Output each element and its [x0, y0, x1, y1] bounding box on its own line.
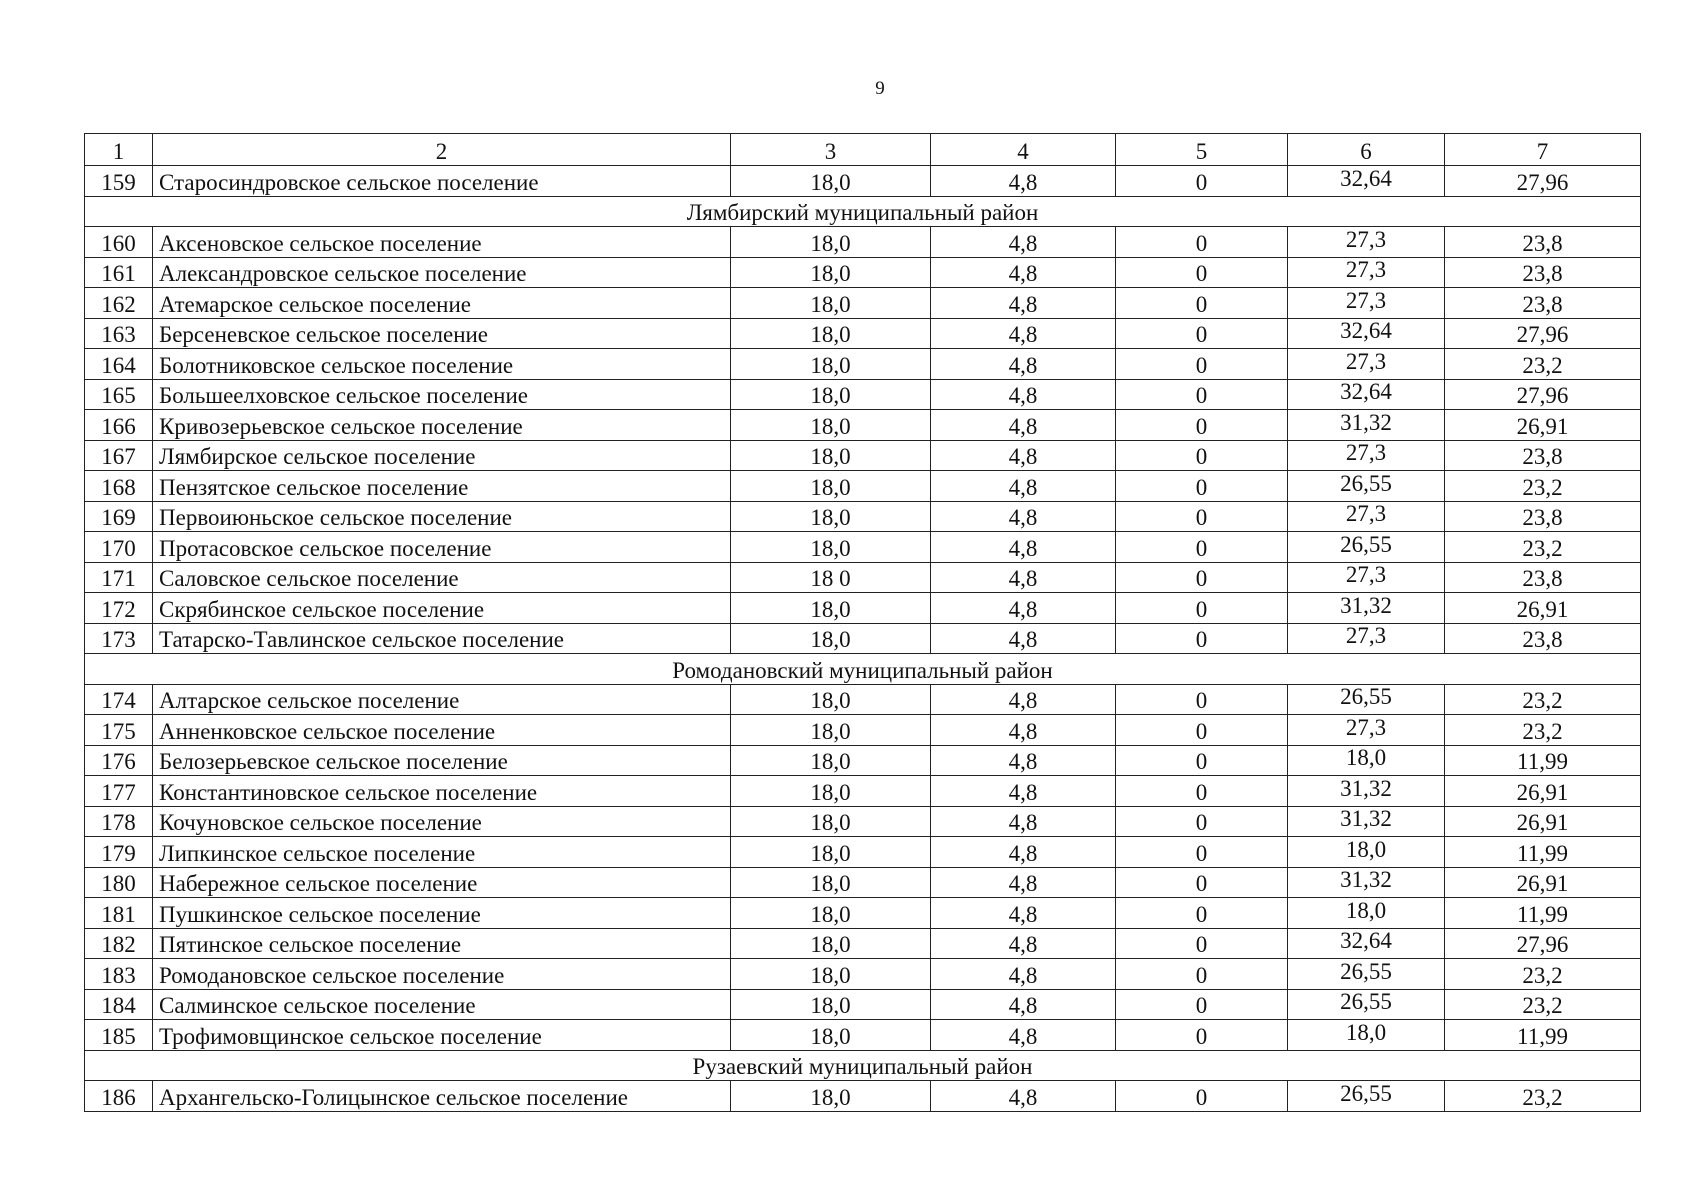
col4-value-cell: 4,8 — [931, 776, 1116, 807]
table-row — [85, 288, 1641, 319]
col4-value-cell: 4,8 — [931, 227, 1116, 258]
col6-value-cell — [1288, 288, 1445, 319]
settlement-name-cell: Большеелховское сельское поселение — [153, 379, 731, 410]
col5-value-cell: 0 — [1116, 227, 1288, 258]
col5-value-cell: 0 — [1116, 471, 1288, 502]
row-number-cell: 162 — [85, 288, 153, 319]
col7-value-cell: 23,8 — [1445, 501, 1641, 532]
district-header-row — [85, 1050, 1641, 1081]
col4-value-cell: 4,8 — [931, 989, 1116, 1020]
table-row — [85, 166, 1641, 197]
col6-value: 18,0 — [1345, 745, 1387, 770]
row-number-cell: 186 — [85, 1081, 153, 1112]
row-number-cell: 180 — [85, 867, 153, 898]
settlement-name-cell: Кривозерьевское сельское поселение — [153, 410, 731, 441]
settlement-name-cell: Аксеновское сельское поселение — [153, 227, 731, 258]
table-row — [85, 318, 1641, 349]
row-number-cell: 176 — [85, 745, 153, 776]
col6-value: 27,3 — [1345, 562, 1387, 587]
col4-value-cell: 4,8 — [931, 959, 1116, 990]
col7-value-cell: 27,96 — [1445, 928, 1641, 959]
row-number-cell: 159 — [85, 166, 153, 197]
col5-value-cell: 0 — [1116, 928, 1288, 959]
row-number-cell: 163 — [85, 318, 153, 349]
row-number-cell: 160 — [85, 227, 153, 258]
table-row — [85, 776, 1641, 807]
col6-value: 27,3 — [1345, 226, 1387, 252]
district-header-row — [85, 654, 1641, 685]
col7-value-cell: 23,8 — [1445, 623, 1641, 654]
col5-value-cell: 0 — [1116, 745, 1288, 776]
col7-value-cell: 27,96 — [1445, 166, 1641, 197]
row-number-cell: 169 — [85, 501, 153, 532]
col6-value: 31,32 — [1340, 775, 1392, 801]
table-row — [85, 593, 1641, 624]
table-row — [85, 1081, 1641, 1112]
district-header-row — [85, 196, 1641, 227]
col3-value-cell: 18,0 — [731, 837, 931, 868]
col6-value: 27,3 — [1345, 287, 1387, 313]
col3-value-cell: 18,0 — [731, 532, 931, 563]
header-cell-3: 3 — [731, 134, 931, 166]
col6-value-cell — [1288, 166, 1445, 197]
col7-value-cell: 23,2 — [1445, 471, 1641, 502]
row-number-cell: 178 — [85, 806, 153, 837]
col6-value-cell — [1288, 623, 1445, 654]
table-header-row — [85, 134, 1641, 166]
header-cell-5: 5 — [1116, 134, 1288, 166]
col5-value-cell: 0 — [1116, 379, 1288, 410]
col5-value-cell: 0 — [1116, 501, 1288, 532]
col6-value: 31,32 — [1340, 409, 1392, 435]
col6-value-cell — [1288, 898, 1445, 929]
col6-value-cell — [1288, 532, 1445, 563]
row-number-cell: 175 — [85, 715, 153, 746]
row-number-cell: 182 — [85, 928, 153, 959]
col3-value-cell: 18,0 — [731, 898, 931, 929]
table-row — [85, 928, 1641, 959]
col6-value-cell — [1288, 684, 1445, 715]
col7-value-cell: 23,2 — [1445, 349, 1641, 380]
col5-value-cell: 0 — [1116, 867, 1288, 898]
col3-value-cell: 18,0 — [731, 715, 931, 746]
col7-value-cell: 23,2 — [1445, 989, 1641, 1020]
col4-value-cell: 4,8 — [931, 593, 1116, 624]
settlement-name-cell: Белозерьевское сельское поселение — [153, 745, 731, 776]
settlement-name-cell: Татарско-Тавлинское сельское поселение — [153, 623, 731, 654]
data-table — [84, 133, 1641, 1112]
col6-value: 26,55 — [1340, 684, 1392, 709]
header-cell-7: 7 — [1445, 134, 1641, 166]
settlement-name-cell: Кочуновское сельское поселение — [153, 806, 731, 837]
col6-value: 31,32 — [1340, 867, 1392, 892]
settlement-name-cell: Саловское сельское поселение — [153, 562, 731, 593]
table-row — [85, 562, 1641, 593]
col7-value-cell: 23,2 — [1445, 684, 1641, 715]
col4-value-cell: 4,8 — [931, 1081, 1116, 1112]
col6-value-cell — [1288, 867, 1445, 898]
table-row — [85, 715, 1641, 746]
col7-value-cell: 23,8 — [1445, 257, 1641, 288]
col5-value-cell: 0 — [1116, 806, 1288, 837]
settlement-name-cell: Старосиндровское сельское поселение — [153, 166, 731, 197]
col6-value-cell — [1288, 806, 1445, 837]
table-row — [85, 227, 1641, 258]
col6-value-cell — [1288, 501, 1445, 532]
col6-value: 27,3 — [1345, 257, 1387, 282]
col3-value-cell: 18,0 — [731, 745, 931, 776]
col5-value-cell: 0 — [1116, 1081, 1288, 1112]
row-number-cell: 164 — [85, 349, 153, 380]
row-number-cell: 177 — [85, 776, 153, 807]
col5-value-cell: 0 — [1116, 623, 1288, 654]
col3-value-cell: 18,0 — [731, 989, 931, 1020]
col7-value-cell: 26,91 — [1445, 410, 1641, 441]
row-number-cell: 183 — [85, 959, 153, 990]
col7-value-cell: 23,8 — [1445, 562, 1641, 593]
col6-value: 18,0 — [1345, 836, 1387, 862]
col5-value-cell: 0 — [1116, 715, 1288, 746]
col6-value-cell — [1288, 349, 1445, 380]
settlement-name-cell: Первоиюньское сельское поселение — [153, 501, 731, 532]
col4-value-cell: 4,8 — [931, 898, 1116, 929]
col4-value-cell: 4,8 — [931, 318, 1116, 349]
col3-value-cell: 18,0 — [731, 257, 931, 288]
settlement-name-cell: Атемарское сельское поселение — [153, 288, 731, 319]
row-number-cell: 174 — [85, 684, 153, 715]
col3-value-cell: 18,0 — [731, 349, 931, 380]
col7-value-cell: 23,8 — [1445, 288, 1641, 319]
col4-value-cell: 4,8 — [931, 715, 1116, 746]
table-row — [85, 867, 1641, 898]
settlement-name-cell: Липкинское сельское поселение — [153, 837, 731, 868]
row-number-cell: 161 — [85, 257, 153, 288]
col5-value-cell: 0 — [1116, 318, 1288, 349]
col5-value-cell: 0 — [1116, 684, 1288, 715]
col3-value-cell: 18,0 — [731, 867, 931, 898]
col6-value-cell — [1288, 593, 1445, 624]
table-row — [85, 501, 1641, 532]
col7-value-cell: 11,99 — [1445, 1020, 1641, 1051]
district-title: Лямбирский муниципальный район — [85, 196, 1641, 227]
col4-value-cell: 4,8 — [931, 684, 1116, 715]
col6-value-cell — [1288, 959, 1445, 990]
row-number-cell: 170 — [85, 532, 153, 563]
col5-value-cell: 0 — [1116, 257, 1288, 288]
col4-value-cell: 4,8 — [931, 837, 1116, 868]
row-number-cell: 171 — [85, 562, 153, 593]
col3-value-cell: 18,0 — [731, 806, 931, 837]
table-row — [85, 684, 1641, 715]
col6-value-cell — [1288, 471, 1445, 502]
col3-value-cell: 18,0 — [731, 440, 931, 471]
col5-value-cell: 0 — [1116, 898, 1288, 929]
col6-value: 31,32 — [1340, 806, 1392, 831]
table-row — [85, 349, 1641, 380]
col5-value-cell: 0 — [1116, 288, 1288, 319]
col4-value-cell: 4,8 — [931, 471, 1116, 502]
col4-value-cell: 4,8 — [931, 349, 1116, 380]
col3-value-cell: 18,0 — [731, 928, 931, 959]
settlement-name-cell: Ромодановское сельское поселение — [153, 959, 731, 990]
table-row — [85, 379, 1641, 410]
col4-value-cell: 4,8 — [931, 867, 1116, 898]
header-cell-6: 6 — [1288, 134, 1445, 166]
col5-value-cell: 0 — [1116, 837, 1288, 868]
col7-value-cell: 23,2 — [1445, 1081, 1641, 1112]
row-number-cell: 173 — [85, 623, 153, 654]
col7-value-cell: 26,91 — [1445, 776, 1641, 807]
settlement-name-cell: Набережное сельское поселение — [153, 867, 731, 898]
col5-value-cell: 0 — [1116, 593, 1288, 624]
row-number-cell: 168 — [85, 471, 153, 502]
settlement-name-cell: Пятинское сельское поселение — [153, 928, 731, 959]
col3-value-cell: 18,0 — [731, 471, 931, 502]
col3-value-cell: 18,0 — [731, 166, 931, 197]
header-cell-2: 2 — [153, 134, 731, 166]
col7-value-cell: 27,96 — [1445, 318, 1641, 349]
header-cell-1: 1 — [85, 134, 153, 166]
col7-value-cell: 26,91 — [1445, 867, 1641, 898]
settlement-name-cell: Салминское сельское поселение — [153, 989, 731, 1020]
col5-value-cell: 0 — [1116, 959, 1288, 990]
row-number-cell: 172 — [85, 593, 153, 624]
table-row — [85, 745, 1641, 776]
col6-value: 26,55 — [1340, 531, 1392, 557]
col5-value-cell: 0 — [1116, 166, 1288, 197]
col6-value: 32,64 — [1340, 928, 1392, 953]
table-row — [85, 532, 1641, 563]
col3-value-cell: 18,0 — [731, 623, 931, 654]
settlement-name-cell: Лямбирское сельское поселение — [153, 440, 731, 471]
col6-value-cell — [1288, 989, 1445, 1020]
col6-value: 26,55 — [1340, 958, 1392, 984]
settlement-name-cell: Берсеневское сельское поселение — [153, 318, 731, 349]
col6-value-cell — [1288, 379, 1445, 410]
header-cell-4: 4 — [931, 134, 1116, 166]
settlement-name-cell: Архангельско-Голицынское сельское поселение — [153, 1081, 731, 1112]
col5-value-cell: 0 — [1116, 776, 1288, 807]
col6-value-cell — [1288, 715, 1445, 746]
col4-value-cell: 4,8 — [931, 501, 1116, 532]
col7-value-cell: 26,91 — [1445, 806, 1641, 837]
col7-value-cell: 11,99 — [1445, 898, 1641, 929]
col3-value-cell: 18,0 — [731, 318, 931, 349]
settlement-name-cell: Пензятское сельское поселение — [153, 471, 731, 502]
col6-value-cell — [1288, 928, 1445, 959]
col3-value-cell: 18,0 — [731, 684, 931, 715]
table-row — [85, 959, 1641, 990]
table-row — [85, 1020, 1641, 1051]
col5-value-cell: 0 — [1116, 532, 1288, 563]
col6-value-cell — [1288, 1081, 1445, 1112]
col6-value-cell — [1288, 837, 1445, 868]
settlement-name-cell: Александровское сельское поселение — [153, 257, 731, 288]
table-row — [85, 806, 1641, 837]
col3-value-cell: 18,0 — [731, 959, 931, 990]
col6-value: 32,64 — [1340, 318, 1392, 343]
col3-value-cell: 18,0 — [731, 379, 931, 410]
col7-value-cell: 26,91 — [1445, 593, 1641, 624]
settlement-name-cell: Протасовское сельское поселение — [153, 532, 731, 563]
col4-value-cell: 4,8 — [931, 532, 1116, 563]
col4-value-cell: 4,8 — [931, 928, 1116, 959]
col6-value: 18,0 — [1345, 897, 1387, 923]
col3-value-cell: 18,0 — [731, 593, 931, 624]
col4-value-cell: 4,8 — [931, 288, 1116, 319]
row-number-cell: 185 — [85, 1020, 153, 1051]
row-number-cell: 166 — [85, 410, 153, 441]
col5-value-cell: 0 — [1116, 562, 1288, 593]
col5-value-cell: 0 — [1116, 989, 1288, 1020]
col5-value-cell: 0 — [1116, 349, 1288, 380]
settlement-name-cell: Пушкинское сельское поселение — [153, 898, 731, 929]
col3-value-cell: 18 0 — [731, 562, 931, 593]
col6-value: 32,64 — [1340, 379, 1392, 404]
col5-value-cell: 0 — [1116, 1020, 1288, 1051]
col7-value-cell: 27,96 — [1445, 379, 1641, 410]
settlement-name-cell: Алтарское сельское поселение — [153, 684, 731, 715]
col6-value: 18,0 — [1345, 1019, 1387, 1045]
col5-value-cell: 0 — [1116, 410, 1288, 441]
col7-value-cell: 11,99 — [1445, 837, 1641, 868]
table-row — [85, 623, 1641, 654]
table-row — [85, 410, 1641, 441]
settlement-name-cell: Болотниковское сельское поселение — [153, 349, 731, 380]
col6-value: 26,55 — [1340, 470, 1392, 496]
district-title: Рузаевский муниципальный район — [85, 1050, 1641, 1081]
table-body — [85, 134, 1641, 1112]
district-title: Ромодановский муниципальный район — [85, 654, 1641, 685]
col7-value-cell: 23,2 — [1445, 715, 1641, 746]
col6-value: 27,3 — [1345, 501, 1387, 526]
settlement-name-cell: Константиновское сельское поселение — [153, 776, 731, 807]
table-row — [85, 989, 1641, 1020]
col3-value-cell: 18,0 — [731, 410, 931, 441]
col4-value-cell: 4,8 — [931, 806, 1116, 837]
table-row — [85, 471, 1641, 502]
row-number-cell: 179 — [85, 837, 153, 868]
col4-value-cell: 4,8 — [931, 1020, 1116, 1051]
col6-value-cell — [1288, 440, 1445, 471]
col6-value: 26,55 — [1340, 1080, 1392, 1106]
col6-value-cell — [1288, 776, 1445, 807]
col3-value-cell: 18,0 — [731, 288, 931, 319]
col4-value-cell: 4,8 — [931, 257, 1116, 288]
col6-value: 27,3 — [1345, 348, 1387, 374]
col6-value-cell — [1288, 410, 1445, 441]
col6-value-cell — [1288, 745, 1445, 776]
settlement-name-cell: Анненковское сельское поселение — [153, 715, 731, 746]
col7-value-cell: 11,99 — [1445, 745, 1641, 776]
row-number-cell: 165 — [85, 379, 153, 410]
col4-value-cell: 4,8 — [931, 745, 1116, 776]
table-row — [85, 837, 1641, 868]
row-number-cell: 184 — [85, 989, 153, 1020]
col4-value-cell: 4,8 — [931, 440, 1116, 471]
col6-value-cell — [1288, 318, 1445, 349]
row-number-cell: 167 — [85, 440, 153, 471]
col6-value: 27,3 — [1345, 440, 1387, 465]
col5-value-cell: 0 — [1116, 440, 1288, 471]
col3-value-cell: 18,0 — [731, 501, 931, 532]
col6-value-cell — [1288, 1020, 1445, 1051]
col3-value-cell: 18,0 — [731, 1020, 931, 1051]
col7-value-cell: 23,8 — [1445, 440, 1641, 471]
col3-value-cell: 18,0 — [731, 776, 931, 807]
col3-value-cell: 18,0 — [731, 1081, 931, 1112]
col7-value-cell: 23,2 — [1445, 532, 1641, 563]
settlement-name-cell: Трофимовщинское сельское поселение — [153, 1020, 731, 1051]
row-number-cell: 181 — [85, 898, 153, 929]
col7-value-cell: 23,2 — [1445, 959, 1641, 990]
table-row — [85, 440, 1641, 471]
col7-value-cell: 23,8 — [1445, 227, 1641, 258]
table-row — [85, 898, 1641, 929]
col4-value-cell: 4,8 — [931, 623, 1116, 654]
page-number: 9 — [875, 78, 885, 99]
col6-value: 27,3 — [1345, 623, 1387, 648]
col4-value-cell: 4,8 — [931, 379, 1116, 410]
col4-value-cell: 4,8 — [931, 410, 1116, 441]
col6-value: 27,3 — [1345, 714, 1387, 740]
col6-value: 26,55 — [1340, 989, 1392, 1014]
col6-value-cell — [1288, 227, 1445, 258]
col3-value-cell: 18,0 — [731, 227, 931, 258]
table-row — [85, 257, 1641, 288]
col4-value-cell: 4,8 — [931, 166, 1116, 197]
col6-value-cell — [1288, 562, 1445, 593]
settlement-name-cell: Скрябинское сельское поселение — [153, 593, 731, 624]
col4-value-cell: 4,8 — [931, 562, 1116, 593]
col6-value: 31,32 — [1340, 592, 1392, 618]
col6-value: 32,64 — [1340, 165, 1392, 191]
col6-value-cell — [1288, 257, 1445, 288]
